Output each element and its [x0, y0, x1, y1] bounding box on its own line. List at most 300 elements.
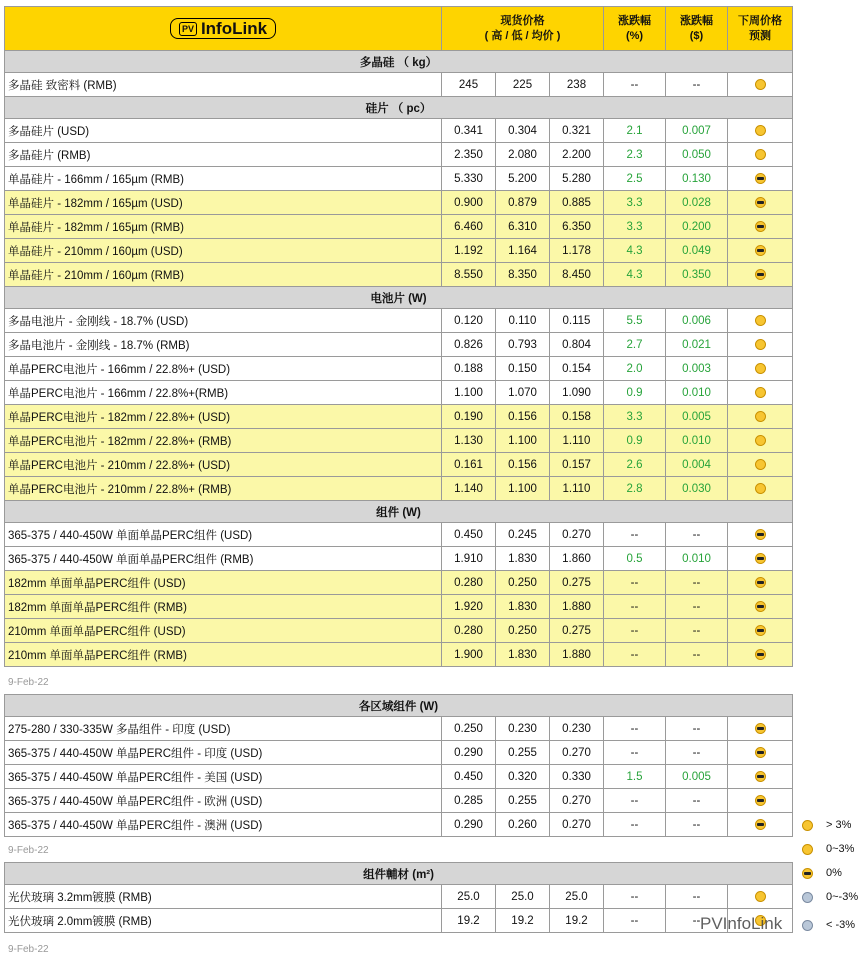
change-usd: 0.003: [666, 357, 728, 381]
item-name: 单晶PERC电池片 - 210mm / 22.8%+ (RMB): [5, 477, 442, 501]
cool-icon: [755, 601, 766, 612]
change-usd: --: [666, 741, 728, 765]
change-usd: --: [666, 523, 728, 547]
section-title: 各区域组件 (W): [5, 695, 793, 717]
forecast-cell: [728, 357, 793, 381]
logo-pv: PV: [179, 22, 197, 36]
cool-icon: [755, 771, 766, 782]
change-pct: 2.8: [604, 477, 666, 501]
price-high: 0.450: [442, 765, 496, 789]
table-row: [5, 191, 793, 215]
table-row: [5, 789, 793, 813]
smile-icon: [755, 149, 766, 160]
price-high: 25.0: [442, 885, 496, 909]
price-avg: 0.115: [550, 309, 604, 333]
change-usd-label: 涨跌幅: [680, 14, 713, 27]
price-high: 0.285: [442, 789, 496, 813]
change-pct: --: [604, 73, 666, 97]
change-pct: --: [604, 619, 666, 643]
price-table: [4, 6, 793, 667]
price-high: 1.900: [442, 643, 496, 667]
spot-price-sublabel: ( 高 / 低 / 均价 ): [484, 29, 561, 42]
price-low: 0.879: [496, 191, 550, 215]
item-name: 多晶硅 致密料 (RMB): [5, 73, 442, 97]
change-pct: --: [604, 885, 666, 909]
change-usd: 0.010: [666, 547, 728, 571]
price-avg: 1.090: [550, 381, 604, 405]
price-low: 8.350: [496, 263, 550, 287]
price-low: 2.080: [496, 143, 550, 167]
forecast-cell: [728, 643, 793, 667]
change-pct-unit: (%): [625, 29, 644, 42]
price-low: 0.255: [496, 789, 550, 813]
section-title: 多晶硅 （ kg）: [5, 51, 793, 73]
table-row: [5, 73, 793, 97]
cool-icon: [755, 529, 766, 540]
forecast-cell: [728, 381, 793, 405]
table-row: [5, 357, 793, 381]
change-usd: 0.010: [666, 429, 728, 453]
legend-row: [800, 842, 868, 858]
forecast-cell: [728, 595, 793, 619]
price-high: 0.900: [442, 191, 496, 215]
table-row: [5, 263, 793, 287]
cool-icon: [755, 245, 766, 256]
price-high: 0.290: [442, 813, 496, 837]
price-avg: 0.270: [550, 813, 604, 837]
table-row: [5, 813, 793, 837]
table-row: [5, 143, 793, 167]
change-pct: --: [604, 813, 666, 837]
change-usd: --: [666, 909, 728, 933]
price-low: 0.150: [496, 357, 550, 381]
change-usd: 0.130: [666, 167, 728, 191]
price-avg: 1.880: [550, 643, 604, 667]
price-low: 1.100: [496, 477, 550, 501]
table-row: [5, 405, 793, 429]
change-pct: 2.7: [604, 333, 666, 357]
change-pct: 3.3: [604, 191, 666, 215]
item-name: 单晶PERC电池片 - 210mm / 22.8%+ (USD): [5, 453, 442, 477]
date-label: 9-Feb-22: [8, 677, 49, 688]
smile-icon: [755, 459, 766, 470]
change-usd: 0.049: [666, 239, 728, 263]
legend-text: 0~3%: [826, 843, 855, 855]
price-avg: 19.2: [550, 909, 604, 933]
item-name: 单晶PERC电池片 - 182mm / 22.8%+ (RMB): [5, 429, 442, 453]
change-usd: 0.021: [666, 333, 728, 357]
change-usd: 0.004: [666, 453, 728, 477]
price-high: 0.290: [442, 741, 496, 765]
change-pct: --: [604, 571, 666, 595]
price-high: 0.280: [442, 619, 496, 643]
price-high: 2.350: [442, 143, 496, 167]
item-name: 多晶硅片 (RMB): [5, 143, 442, 167]
table-row: [5, 381, 793, 405]
section-aux: [5, 863, 793, 885]
smile-icon: [755, 891, 766, 902]
spot-price-label: 现货价格: [500, 14, 545, 27]
table-row: [5, 595, 793, 619]
price-high: 0.190: [442, 405, 496, 429]
price-low: 0.260: [496, 813, 550, 837]
table-row: [5, 717, 793, 741]
forecast-cell: [728, 309, 793, 333]
price-avg: 0.885: [550, 191, 604, 215]
change-pct: --: [604, 909, 666, 933]
table-row: [5, 619, 793, 643]
table-row: [5, 765, 793, 789]
smile-icon: [755, 483, 766, 494]
change-pct: --: [604, 595, 666, 619]
price-low: 0.250: [496, 571, 550, 595]
cool-icon: [755, 795, 766, 806]
price-low: 6.310: [496, 215, 550, 239]
change-usd: 0.350: [666, 263, 728, 287]
watermark: PVInfoLink: [700, 914, 783, 933]
item-name: 单晶硅片 - 182mm / 165µm (USD): [5, 191, 442, 215]
cool-icon: [755, 819, 766, 830]
cool-icon: [755, 747, 766, 758]
table-row: [5, 453, 793, 477]
item-name: 多晶电池片 - 金刚线 - 18.7% (USD): [5, 309, 442, 333]
change-usd: --: [666, 643, 728, 667]
change-usd: 0.030: [666, 477, 728, 501]
price-low: 0.230: [496, 717, 550, 741]
change-usd-header: [666, 7, 728, 51]
item-name: 275-280 / 330-335W 多晶组件 - 印度 (USD): [5, 717, 442, 741]
price-high: 8.550: [442, 263, 496, 287]
price-low: 5.200: [496, 167, 550, 191]
price-avg: 6.350: [550, 215, 604, 239]
price-avg: 0.270: [550, 523, 604, 547]
cool-icon: [755, 553, 766, 564]
forecast-cell: [728, 73, 793, 97]
price-high: 1.920: [442, 595, 496, 619]
forecast-cell: [728, 429, 793, 453]
price-avg: 0.154: [550, 357, 604, 381]
price-avg: 0.157: [550, 453, 604, 477]
change-pct: --: [604, 717, 666, 741]
forecast-header: [728, 7, 793, 51]
price-high: 1.100: [442, 381, 496, 405]
forecast-cell: [728, 263, 793, 287]
change-pct-label: 涨跌幅: [618, 14, 651, 27]
change-usd: 0.007: [666, 119, 728, 143]
forecast-cell: [728, 167, 793, 191]
change-pct: 2.3: [604, 143, 666, 167]
item-name: 单晶硅片 - 210mm / 160µm (RMB): [5, 263, 442, 287]
price-avg: 2.200: [550, 143, 604, 167]
price-avg: 238: [550, 73, 604, 97]
smile-icon: [755, 363, 766, 374]
price-low: 19.2: [496, 909, 550, 933]
change-usd: 0.010: [666, 381, 728, 405]
cool-icon: [755, 577, 766, 588]
forecast-cell: [728, 453, 793, 477]
forecast-cell: [728, 405, 793, 429]
change-pct: 4.3: [604, 239, 666, 263]
price-avg: 8.450: [550, 263, 604, 287]
price-high: 0.450: [442, 523, 496, 547]
price-low: 0.320: [496, 765, 550, 789]
forecast-cell: [728, 523, 793, 547]
legend-row: [800, 866, 868, 882]
price-high: 0.280: [442, 571, 496, 595]
table-row: [5, 547, 793, 571]
table-row: [5, 119, 793, 143]
price-low: 1.070: [496, 381, 550, 405]
table-row: [5, 309, 793, 333]
forecast-cell: [728, 717, 793, 741]
price-low: 1.164: [496, 239, 550, 263]
item-name: 365-375 / 440-450W 单面单晶PERC组件 (RMB): [5, 547, 442, 571]
table-row: [5, 167, 793, 191]
price-avg: 25.0: [550, 885, 604, 909]
forecast-cell: [728, 741, 793, 765]
table-row: [5, 477, 793, 501]
spot-price-header: [442, 7, 604, 51]
cool-icon: [755, 197, 766, 208]
item-name: 365-375 / 440-450W 单晶PERC组件 - 印度 (USD): [5, 741, 442, 765]
table-row: [5, 523, 793, 547]
section-title: 电池片 (W): [5, 287, 793, 309]
section-polysilicon: [5, 51, 793, 73]
infolink-logo: [170, 18, 276, 39]
item-name: 365-375 / 440-450W 单面单晶PERC组件 (USD): [5, 523, 442, 547]
price-avg: 5.280: [550, 167, 604, 191]
price-low: 0.304: [496, 119, 550, 143]
price-avg: 0.275: [550, 571, 604, 595]
price-low: 0.156: [496, 453, 550, 477]
price-avg: 1.110: [550, 477, 604, 501]
item-name: 182mm 单面单晶PERC组件 (USD): [5, 571, 442, 595]
price-high: 1.140: [442, 477, 496, 501]
forecast-cell: [728, 333, 793, 357]
price-avg: 0.230: [550, 717, 604, 741]
change-usd-unit: ($): [689, 29, 704, 42]
smile-icon: [802, 844, 813, 855]
price-avg: 0.158: [550, 405, 604, 429]
table-row: [5, 571, 793, 595]
forecast-cell: [728, 143, 793, 167]
change-pct: 3.3: [604, 215, 666, 239]
item-name: 210mm 单面单晶PERC组件 (USD): [5, 619, 442, 643]
change-pct: --: [604, 523, 666, 547]
item-name: 单晶硅片 - 166mm / 165µm (RMB): [5, 167, 442, 191]
smile-icon: [755, 411, 766, 422]
forecast-cell: [728, 765, 793, 789]
price-low: 0.793: [496, 333, 550, 357]
item-name: 多晶电池片 - 金刚线 - 18.7% (RMB): [5, 333, 442, 357]
price-low: 0.250: [496, 619, 550, 643]
change-usd: --: [666, 813, 728, 837]
date-label: 9-Feb-22: [8, 845, 49, 856]
change-pct: --: [604, 789, 666, 813]
cool-icon: [755, 723, 766, 734]
item-name: 单晶硅片 - 210mm / 160µm (USD): [5, 239, 442, 263]
logo-cell: [5, 7, 442, 51]
price-avg: 0.321: [550, 119, 604, 143]
item-name: 365-375 / 440-450W 单晶PERC组件 - 美国 (USD): [5, 765, 442, 789]
price-avg: 1.860: [550, 547, 604, 571]
change-pct: 3.3: [604, 405, 666, 429]
change-usd: 0.006: [666, 309, 728, 333]
smile-icon: [755, 79, 766, 90]
price-high: 0.188: [442, 357, 496, 381]
cool-icon: [755, 221, 766, 232]
forecast-cell: [728, 239, 793, 263]
item-name: 光伏玻璃 2.0mm镀膜 (RMB): [5, 909, 442, 933]
change-usd: 0.005: [666, 405, 728, 429]
smile-icon: [755, 435, 766, 446]
price-low: 0.110: [496, 309, 550, 333]
price-high: 0.341: [442, 119, 496, 143]
change-usd: --: [666, 619, 728, 643]
price-low: 1.100: [496, 429, 550, 453]
change-pct: 2.1: [604, 119, 666, 143]
change-pct: 1.5: [604, 765, 666, 789]
item-name: 单晶PERC电池片 - 166mm / 22.8%+(RMB): [5, 381, 442, 405]
price-avg: 1.178: [550, 239, 604, 263]
price-high: 1.910: [442, 547, 496, 571]
forecast-cell: [728, 191, 793, 215]
change-usd: --: [666, 789, 728, 813]
price-high: 1.192: [442, 239, 496, 263]
item-name: 365-375 / 440-450W 单晶PERC组件 - 欧洲 (USD): [5, 789, 442, 813]
price-low: 225: [496, 73, 550, 97]
section-cell: [5, 287, 793, 309]
price-low: 0.255: [496, 741, 550, 765]
change-pct: 2.6: [604, 453, 666, 477]
table-row: [5, 885, 793, 909]
price-high: 19.2: [442, 909, 496, 933]
price-high: 6.460: [442, 215, 496, 239]
price-high: 5.330: [442, 167, 496, 191]
fear-icon: [802, 892, 813, 903]
legend-row: [800, 918, 868, 934]
cool-icon: [755, 269, 766, 280]
price-avg: 0.270: [550, 789, 604, 813]
table-header: [5, 7, 793, 51]
legend-text: < -3%: [826, 919, 856, 931]
big-smile-icon: [802, 820, 813, 831]
cool-icon: [802, 868, 813, 879]
smile-icon: [755, 125, 766, 136]
section-title: 硅片 （ pc）: [5, 97, 793, 119]
smile-icon: [755, 339, 766, 350]
price-low: 1.830: [496, 595, 550, 619]
legend-row: [800, 818, 868, 834]
price-high: 245: [442, 73, 496, 97]
change-pct: 0.5: [604, 547, 666, 571]
change-usd: --: [666, 885, 728, 909]
price-high: 0.250: [442, 717, 496, 741]
price-avg: 0.330: [550, 765, 604, 789]
forecast-cell: [728, 119, 793, 143]
regional-table: [4, 694, 793, 837]
price-avg: 0.804: [550, 333, 604, 357]
change-pct: 4.3: [604, 263, 666, 287]
table-row: [5, 909, 793, 933]
change-usd: 0.005: [666, 765, 728, 789]
section-regional: [5, 695, 793, 717]
item-name: 多晶硅片 (USD): [5, 119, 442, 143]
change-pct-header: [604, 7, 666, 51]
scream-icon: [802, 920, 813, 931]
change-usd: --: [666, 595, 728, 619]
item-name: 单晶PERC电池片 - 166mm / 22.8%+ (USD): [5, 357, 442, 381]
item-name: 单晶PERC电池片 - 182mm / 22.8%+ (USD): [5, 405, 442, 429]
section-wafer: [5, 97, 793, 119]
table-row: [5, 429, 793, 453]
change-pct: 0.9: [604, 381, 666, 405]
price-low: 25.0: [496, 885, 550, 909]
aux-table: [4, 862, 793, 933]
price-high: 0.826: [442, 333, 496, 357]
table-row: [5, 741, 793, 765]
change-usd: 0.028: [666, 191, 728, 215]
price-low: 1.830: [496, 547, 550, 571]
forecast-cell: [728, 619, 793, 643]
forecast-cell: [728, 571, 793, 595]
forecast-label: 下周价格: [738, 14, 782, 27]
change-usd: --: [666, 717, 728, 741]
item-name: 182mm 单面单晶PERC组件 (RMB): [5, 595, 442, 619]
logo-name: InfoLink: [200, 19, 268, 38]
smile-icon: [755, 387, 766, 398]
change-usd: 0.200: [666, 215, 728, 239]
change-usd: --: [666, 571, 728, 595]
price-avg: 0.270: [550, 741, 604, 765]
item-name: 光伏玻璃 3.2mm镀膜 (RMB): [5, 885, 442, 909]
change-pct: 0.9: [604, 429, 666, 453]
price-high: 0.120: [442, 309, 496, 333]
change-usd: --: [666, 73, 728, 97]
price-high: 1.130: [442, 429, 496, 453]
forecast-sublabel: 预测: [749, 29, 771, 42]
change-pct: 2.0: [604, 357, 666, 381]
price-avg: 1.880: [550, 595, 604, 619]
price-high: 0.161: [442, 453, 496, 477]
item-name: 单晶硅片 - 182mm / 165µm (RMB): [5, 215, 442, 239]
price-avg: 1.110: [550, 429, 604, 453]
table-row: [5, 643, 793, 667]
cool-icon: [755, 173, 766, 184]
change-pct: --: [604, 643, 666, 667]
price-low: 1.830: [496, 643, 550, 667]
forecast-cell: [728, 477, 793, 501]
section-title: 组件輔材 (m²): [5, 863, 793, 885]
price-low: 0.156: [496, 405, 550, 429]
price-low: 0.245: [496, 523, 550, 547]
legend-text: > 3%: [826, 819, 852, 831]
date-label: 9-Feb-22: [8, 944, 49, 955]
forecast-cell: [728, 885, 793, 909]
change-usd: 0.050: [666, 143, 728, 167]
change-pct: 5.5: [604, 309, 666, 333]
forecast-cell: [728, 547, 793, 571]
legend-text: 0~-3%: [826, 891, 859, 903]
cool-icon: [755, 649, 766, 660]
cool-icon: [755, 625, 766, 636]
change-pct: --: [604, 741, 666, 765]
section-module: [5, 501, 793, 523]
table-row: [5, 215, 793, 239]
forecast-cell: [728, 813, 793, 837]
legend-row: [800, 890, 868, 906]
table-row: [5, 333, 793, 357]
